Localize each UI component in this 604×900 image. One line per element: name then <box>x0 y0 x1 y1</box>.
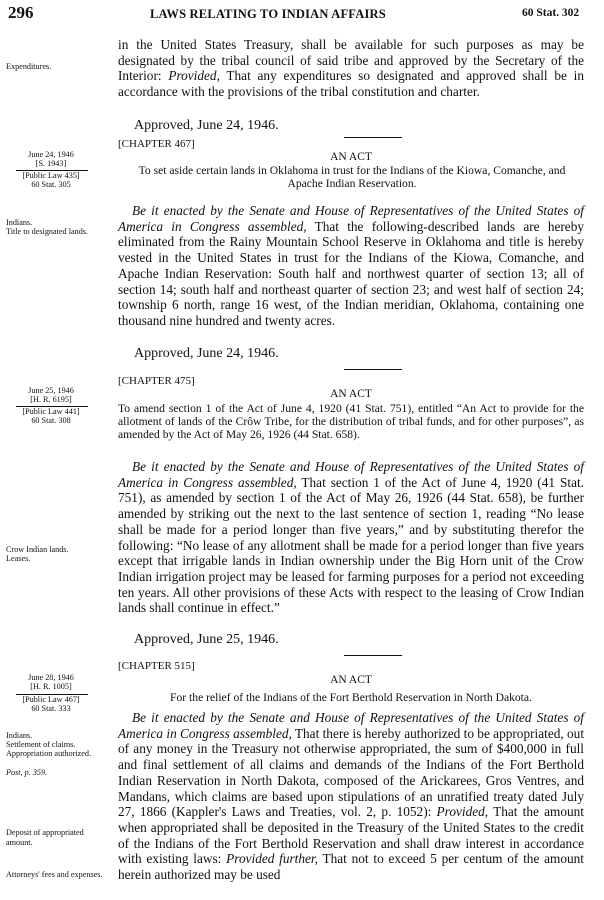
stat-reference: 60 Stat. 302 <box>522 7 580 19</box>
act-purpose: For the relief of the Indians of the Fort Berthold Reservation in North Dakota. <box>170 691 532 704</box>
an-act-heading: AN ACT <box>330 674 372 686</box>
act-purpose: To amend section 1 of the Act of June 4, 1920 (41 Stat. 751), entitled “An Act to provide for the allotment of lands of the Crôw Tribe, for the distribution of tribal funds, and for other purposes”, as amended by the Act of May 26, 1926 (44 Stat. 658). <box>118 402 584 441</box>
margin-note-indians: Indians. <box>6 218 33 227</box>
margin-note-crow-lands: Crow Indian lands. <box>6 545 69 554</box>
margin-date: June 24, 1946 <box>28 150 74 159</box>
act-body: Be it enacted by the Senate and House of Representatives of the United States of America in Congress assembled, That section 1 of the Act of June 4, 1920 (41 Stat. 751), as amended by section 1 of the Act of May 26, 1926 (44 Stat. 658), be further amended by striking out the next to the last sentence of section 1, reading “No lease shall be made for a period longer than five years,” and by substituting therefor the following: “No lease of any allotment shall be made for a period longer than five years except that irrigable lands in Indian ownership under the Big Horn unit of the Crow Indian irrigation project may be leased for farming purposes for a period not exceeding ten years. All other provisions of these Acts with respect to the leasing of Crow Indian lands shall continue in effect.” <box>118 459 584 616</box>
chapter-467-heading: [CHAPTER 467] <box>118 138 195 150</box>
margin-stat: 60 Stat. 333 <box>31 704 71 713</box>
approved-date: Approved, June 25, 1946. <box>134 632 279 647</box>
margin-date: June 25, 1946 <box>28 386 74 395</box>
act-purpose: To set aside certain lands in Oklahoma in trust for the Indians of the Kiowa, Comanche, and Apache Indian Reservation. <box>138 164 566 190</box>
page-number: 296 <box>8 3 34 22</box>
chapter-515-heading: [CHAPTER 515] <box>118 660 195 672</box>
margin-bill: [S. 1943] <box>35 159 67 168</box>
margin-public-law: [Public Law 441] <box>22 407 80 416</box>
divider <box>344 655 402 656</box>
margin-note-title-lands: Title to designated lands. <box>6 227 89 236</box>
margin-note-expenditures: Expenditures. <box>6 62 52 71</box>
margin-note-post: Post, p. 359. <box>6 768 48 777</box>
intro-paragraph: in the United States Treasury, shall be available for such purposes as may be designated by the tribal council of said tribe and approved by the Secretary of the Interior: Provided, That any expenditures so designated and approved shall be in accordance with the provisions of the tribal constitution and charter. <box>118 37 585 100</box>
margin-stat: 60 Stat. 305 <box>31 180 71 189</box>
margin-stat: 60 Stat. 308 <box>31 416 71 425</box>
approved-date: Approved, June 24, 1946. <box>134 346 279 361</box>
approved-date: Approved, June 24, 1946. <box>134 118 279 133</box>
act-body: Be it enacted by the Senate and House of Representatives of the United States of America in Congress assembled, That there is hereby authorized to be appropriated, out of any money in the Treasury not otherwise appropriated, the sum of $400,000 in full and final settlement of all claims and demands of the Indians of the Fort Berthold Indian Reservation in North Dakota, composed of the Arickarees, Gros Ventres, and Mandans, which claims are based upon stipulations of an unratified treaty dated July 27, 1866 (Kappler's Laws and Treaties, vol. 2, p. 1052): Provided, That the amount when appropriated shall be deposited in the Treasury of the United States to the credit of the Indians of the Fort Berthold Reservation and shall draw interest in accordance with existing laws: Provided further, That not to exceed 5 per centum of the amount herein authorized may be used <box>118 710 585 883</box>
an-act-heading: AN ACT <box>330 388 372 400</box>
margin-note-deposit: Deposit of appropriated amount. <box>6 828 84 847</box>
running-title: LAWS RELATING TO INDIAN AFFAIRS <box>150 7 386 21</box>
margin-public-law: [Public Law 467] <box>22 695 80 704</box>
divider <box>344 137 402 138</box>
act-body: Be it enacted by the Senate and House of Representatives of the United States of America in Congress assembled, That the following-described lands are hereby eliminated from the Rainy Mountain School Reserve in Oklahoma and title is hereby vested in the United States in trust for the Indians of the Kiowa, Comanche, and Apache Indian Reservation: South half and northwest quarter of section 13; all of section 14; south half and northeast quarter of section 23; and west half of section 24; township 6 north, range 16 west, of the Indian meridian, Oklahoma, containing one thousand nine hundred and twenty acres. <box>118 203 584 328</box>
an-act-heading: AN ACT <box>330 151 372 163</box>
margin-date: June 28, 1946 <box>28 673 74 682</box>
chapter-475-heading: [CHAPTER 475] <box>118 375 195 387</box>
margin-note-appropriation: Appropriation authorized. <box>6 749 92 758</box>
margin-note-settlement: Settlement of claims. <box>6 740 76 749</box>
margin-note-indians: Indians. <box>6 731 33 740</box>
margin-note-attorneys: Attorneys' fees and expenses. <box>6 870 103 879</box>
divider <box>344 369 402 370</box>
margin-bill: [H. R. 6195] <box>30 395 72 404</box>
margin-bill: [H. R. 1005] <box>30 682 72 691</box>
margin-note-leases: Leases. <box>6 554 31 563</box>
margin-public-law: [Public Law 435] <box>22 171 80 180</box>
